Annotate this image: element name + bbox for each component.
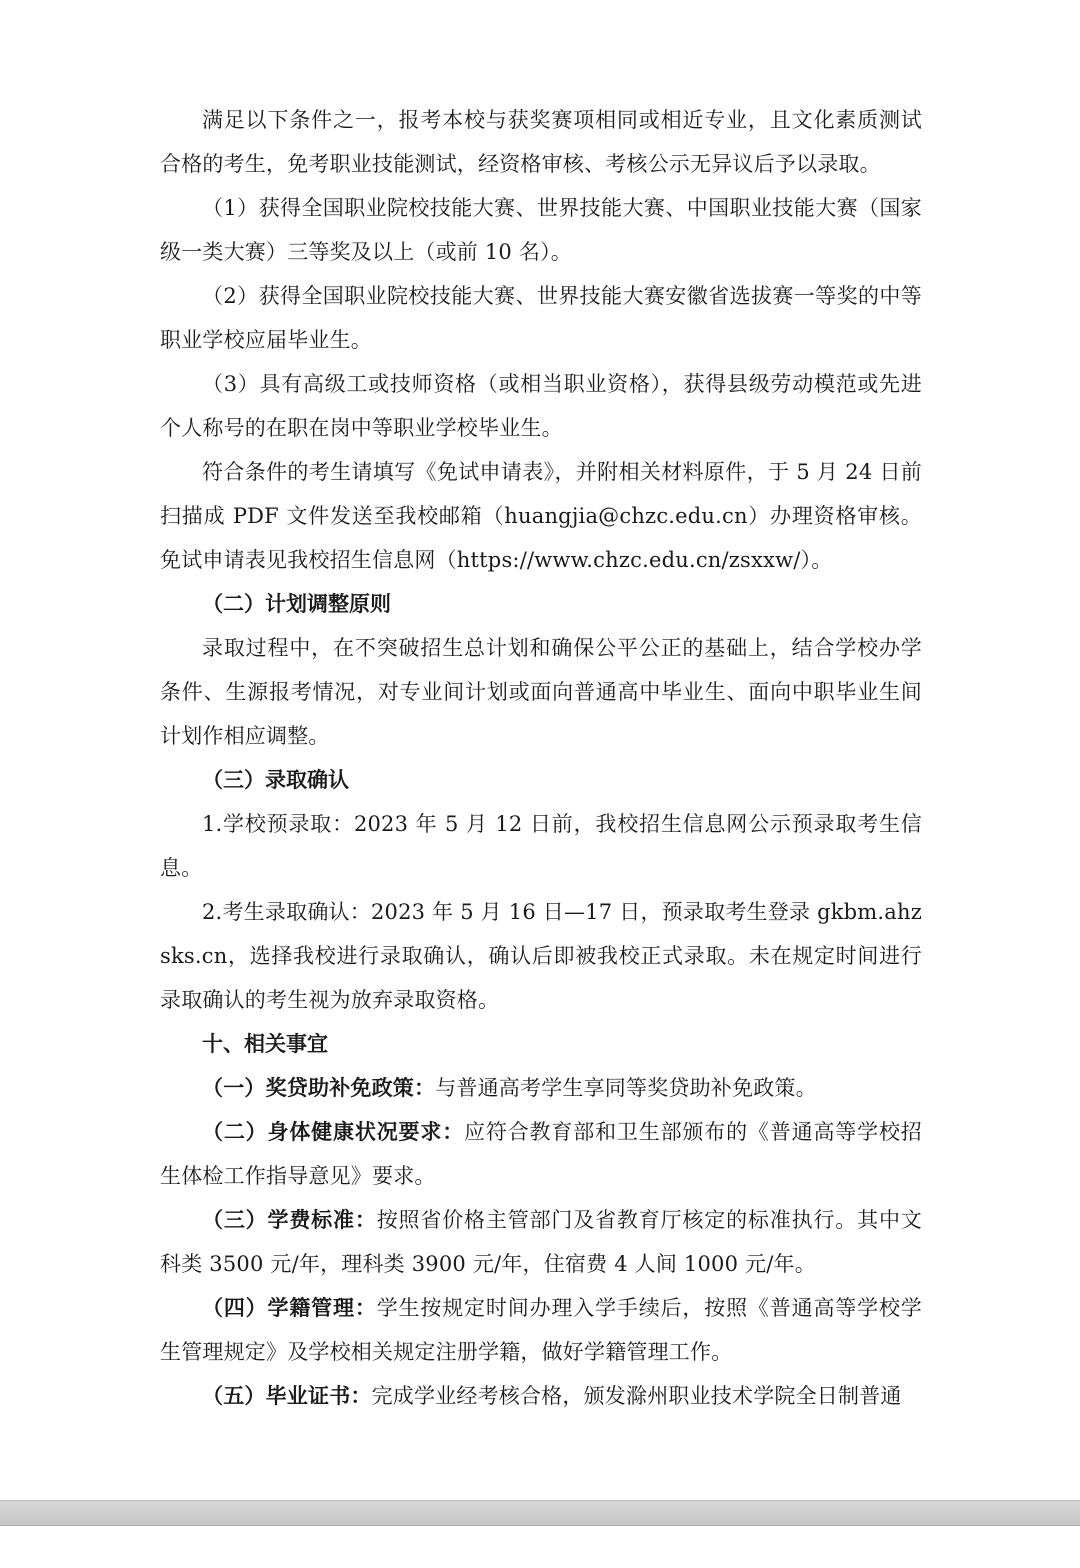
paragraph-financial-aid bbox=[160, 1066, 922, 1110]
document-body bbox=[160, 98, 922, 1418]
paragraph-student-status bbox=[160, 1286, 922, 1374]
text-diploma: 完成学业经考核合格，颁发滁州职业技术学院全日制普通 bbox=[371, 1384, 902, 1408]
label-health-requirements: （二）身体健康状况要求： bbox=[202, 1120, 465, 1144]
label-student-status: （四）学籍管理： bbox=[202, 1296, 377, 1320]
paragraph-health-requirements bbox=[160, 1110, 922, 1198]
paragraph-plan-adjustment: 录取过程中，在不突破招生总计划和确保公平公正的基础上，结合学校办学条件、生源报考情况，对专业间计划或面向普通高中毕业生、面向中职毕业生间计划作相应调整。 bbox=[160, 636, 922, 748]
heading-plan-adjustment: （二）计划调整原则 bbox=[202, 592, 391, 616]
text-tuition: 按照省价格主管部门及省教育厅核定的标准执行。其中文科类 3500 元/年，理科类 3900 元/年，住宿费 4 人间 1000 元/年。 bbox=[160, 1208, 922, 1276]
paragraph-tuition bbox=[160, 1198, 922, 1286]
text-financial-aid: 与普通高考学生享同等奖贷助补免政策。 bbox=[435, 1076, 817, 1100]
paragraph-condition-2: （2）获得全国职业院校技能大赛、世界技能大赛安徽省选拔赛一等奖的中等职业学校应届毕业生。 bbox=[160, 284, 922, 352]
paragraph-pre-admission: 1.学校预录取：2023 年 5 月 12 日前，我校招生信息网公示预录取考生信息。 bbox=[160, 812, 922, 880]
paragraph-condition-1: （1）获得全国职业院校技能大赛、世界技能大赛、中国职业技能大赛（国家级一类大赛）三等奖及以上（或前 10 名）。 bbox=[160, 196, 922, 264]
paragraph-application-instructions: 符合条件的考生请填写《免试申请表》，并附相关材料原件，于 5 月 24 日前扫描成 PDF 文件发送至我校邮箱（huangjia@chzc.edu.cn）办理资格审核。免试申请表见我校招生信息网（https://www.chzc.edu.cn/zsxxw/）。 bbox=[160, 460, 922, 572]
text-student-status: 学生按规定时间办理入学手续后，按照《普通高等学校学生管理规定》及学校相关规定注册学籍，做好学籍管理工作。 bbox=[160, 1296, 922, 1364]
heading-related-matters: 十、相关事宜 bbox=[202, 1032, 328, 1056]
paragraph-diploma bbox=[160, 1374, 922, 1418]
paragraph-condition-3: （3）具有高级工或技师资格（或相当职业资格），获得县级劳动模范或先进个人称号的在职在岗中等职业学校毕业生。 bbox=[160, 372, 922, 440]
page-separator-bar bbox=[0, 1500, 1080, 1526]
label-financial-aid: （一）奖贷助补免政策： bbox=[202, 1076, 436, 1100]
text-health-requirements: 应符合教育部和卫生部颁布的《普通高等学校招生体检工作指导意见》要求。 bbox=[160, 1120, 922, 1188]
label-tuition: （三）学费标准： bbox=[202, 1208, 377, 1232]
label-diploma: （五）毕业证书： bbox=[202, 1384, 372, 1408]
next-page-area bbox=[0, 1526, 1080, 1568]
paragraph-admission-confirmation: 2.考生录取确认：2023 年 5 月 16 日—17 日，预录取考生登录 gkbm.ahzsks.cn，选择我校进行录取确认，确认后即被我校正式录取。未在规定时间进行录取确认的考生视为放弃录取资格。 bbox=[160, 900, 922, 1012]
paragraph-exemption-conditions: 满足以下条件之一，报考本校与获奖赛项相同或相近专业，且文化素质测试合格的考生，免考职业技能测试，经资格审核、考核公示无异议后予以录取。 bbox=[160, 108, 922, 176]
heading-admission-confirmation: （三）录取确认 bbox=[202, 768, 349, 792]
